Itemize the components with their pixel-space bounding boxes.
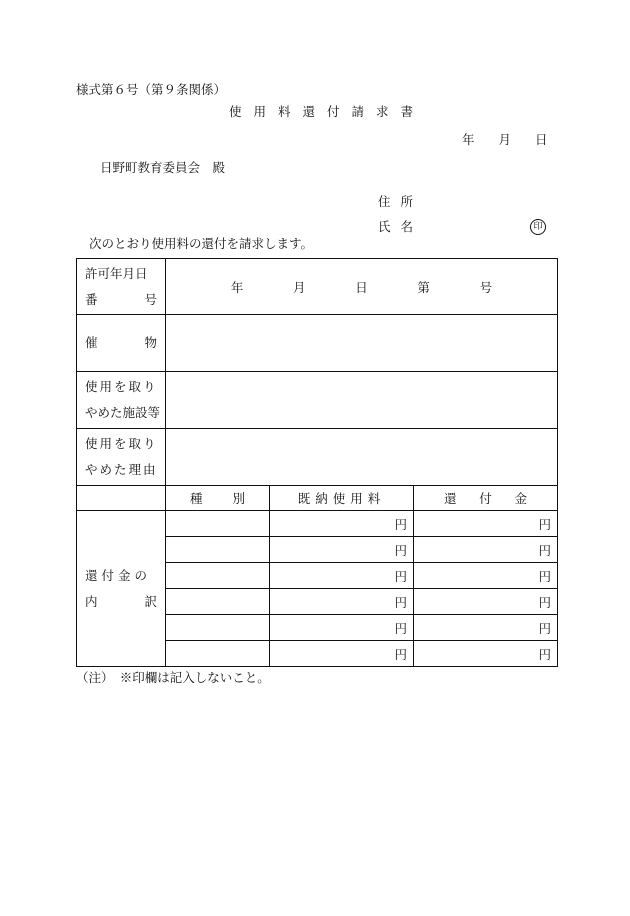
- type-cell[interactable]: [166, 511, 270, 537]
- refund-cell[interactable]: [414, 589, 558, 615]
- permit-label-line2: [85, 287, 157, 313]
- name-label: 氏名: [378, 219, 424, 234]
- type-header-char: 種: [190, 491, 203, 506]
- yen-unit: 円: [394, 646, 407, 662]
- type-cell[interactable]: [166, 641, 270, 667]
- yen-unit: 円: [394, 516, 407, 532]
- reason-label-line2: やめた理由: [85, 462, 158, 477]
- paid-fee-cell[interactable]: [270, 563, 414, 589]
- type-cell[interactable]: [166, 563, 270, 589]
- permit-label-char: 号: [144, 291, 157, 307]
- refund-cell[interactable]: [414, 537, 558, 563]
- breakdown-label-char: 訳: [144, 593, 157, 609]
- reason-value-cell[interactable]: [166, 429, 558, 486]
- number-suffix-char: 号: [479, 279, 493, 295]
- form-number: 様式第６号（第９条関係）: [76, 82, 227, 97]
- address-label: 住所: [378, 194, 424, 209]
- paid-fee-cell[interactable]: [270, 589, 414, 615]
- permit-row: [77, 259, 558, 315]
- month-char: 月: [293, 279, 306, 295]
- refund-header-char: 金: [514, 491, 527, 506]
- paid-fee-cell[interactable]: [270, 641, 414, 667]
- facility-label-line2: やめた施設等: [85, 405, 161, 420]
- paid-fee-cell[interactable]: [270, 615, 414, 641]
- type-header: [166, 486, 270, 511]
- breakdown-label-line2: [85, 589, 157, 615]
- type-header-text: [190, 489, 245, 507]
- permit-label-char: 番: [85, 291, 98, 307]
- yen-unit: 円: [394, 594, 407, 610]
- yen-unit: 円: [394, 620, 407, 636]
- paid-fee-cell[interactable]: [270, 511, 414, 537]
- seal-icon: 印: [530, 219, 546, 235]
- permit-label-line1: 許可年月日: [85, 265, 148, 281]
- event-label: [85, 330, 157, 356]
- refund-header-text: [444, 489, 527, 507]
- refund-cell[interactable]: [414, 563, 558, 589]
- type-header-char: 別: [232, 491, 245, 506]
- refund-header: [414, 486, 558, 511]
- reason-label-line1: 使用を取り: [85, 436, 158, 451]
- year-char: 年: [230, 279, 244, 295]
- type-cell[interactable]: [166, 589, 270, 615]
- type-cell[interactable]: [166, 615, 270, 641]
- permit-label-cell: [77, 259, 166, 315]
- refund-cell[interactable]: [414, 511, 558, 537]
- event-label-char: 催: [85, 335, 98, 350]
- refund-cell[interactable]: [414, 641, 558, 667]
- yen-unit: 円: [538, 568, 551, 584]
- yen-unit: 円: [394, 542, 407, 558]
- document-title: 使用料還付請求書: [229, 104, 426, 119]
- breakdown-label-char: 内: [85, 593, 98, 609]
- breakdown-header-blank: [77, 486, 166, 511]
- yen-unit: 円: [538, 620, 551, 636]
- type-cell[interactable]: [166, 537, 270, 563]
- permit-value: [166, 278, 557, 296]
- day-char: 日: [355, 279, 368, 295]
- event-row: [77, 315, 558, 372]
- number-prefix-char: 第: [417, 279, 430, 295]
- yen-unit: 円: [538, 542, 551, 558]
- facility-label-cell: [77, 372, 166, 429]
- event-label-char: 物: [144, 335, 157, 350]
- permit-value-cell[interactable]: [166, 259, 558, 315]
- breakdown-header-row: [77, 486, 558, 511]
- yen-unit: 円: [394, 568, 407, 584]
- addressee: 日野町教育委員会 殿: [100, 160, 226, 175]
- refund-header-char: 付: [479, 491, 492, 506]
- facility-row: [77, 372, 558, 429]
- reason-row: [77, 429, 558, 486]
- refund-header-char: 還: [444, 491, 457, 506]
- paid-fee-header-text: 既納使用料: [297, 491, 386, 506]
- footnote: （注） ※印欄は記入しないこと。: [76, 670, 270, 685]
- yen-unit: 円: [538, 646, 551, 662]
- breakdown-label-cell: [77, 511, 166, 667]
- intro-text: 次のとおり使用料の還付を請求します。: [89, 236, 314, 251]
- event-value-cell[interactable]: [166, 315, 558, 372]
- breakdown-row: [77, 511, 558, 537]
- date-line: 年 月 日: [462, 132, 548, 147]
- refund-request-table: [76, 258, 558, 667]
- refund-cell[interactable]: [414, 615, 558, 641]
- yen-unit: 円: [538, 594, 551, 610]
- yen-unit: 円: [538, 516, 551, 532]
- breakdown-label-line1: 還付金の: [85, 567, 152, 583]
- facility-label-line1: 使用を取り: [85, 379, 158, 394]
- paid-fee-cell[interactable]: [270, 537, 414, 563]
- reason-label-cell: [77, 429, 166, 486]
- event-label-cell: [77, 315, 166, 372]
- facility-value-cell[interactable]: [166, 372, 558, 429]
- paid-fee-header: [270, 486, 414, 511]
